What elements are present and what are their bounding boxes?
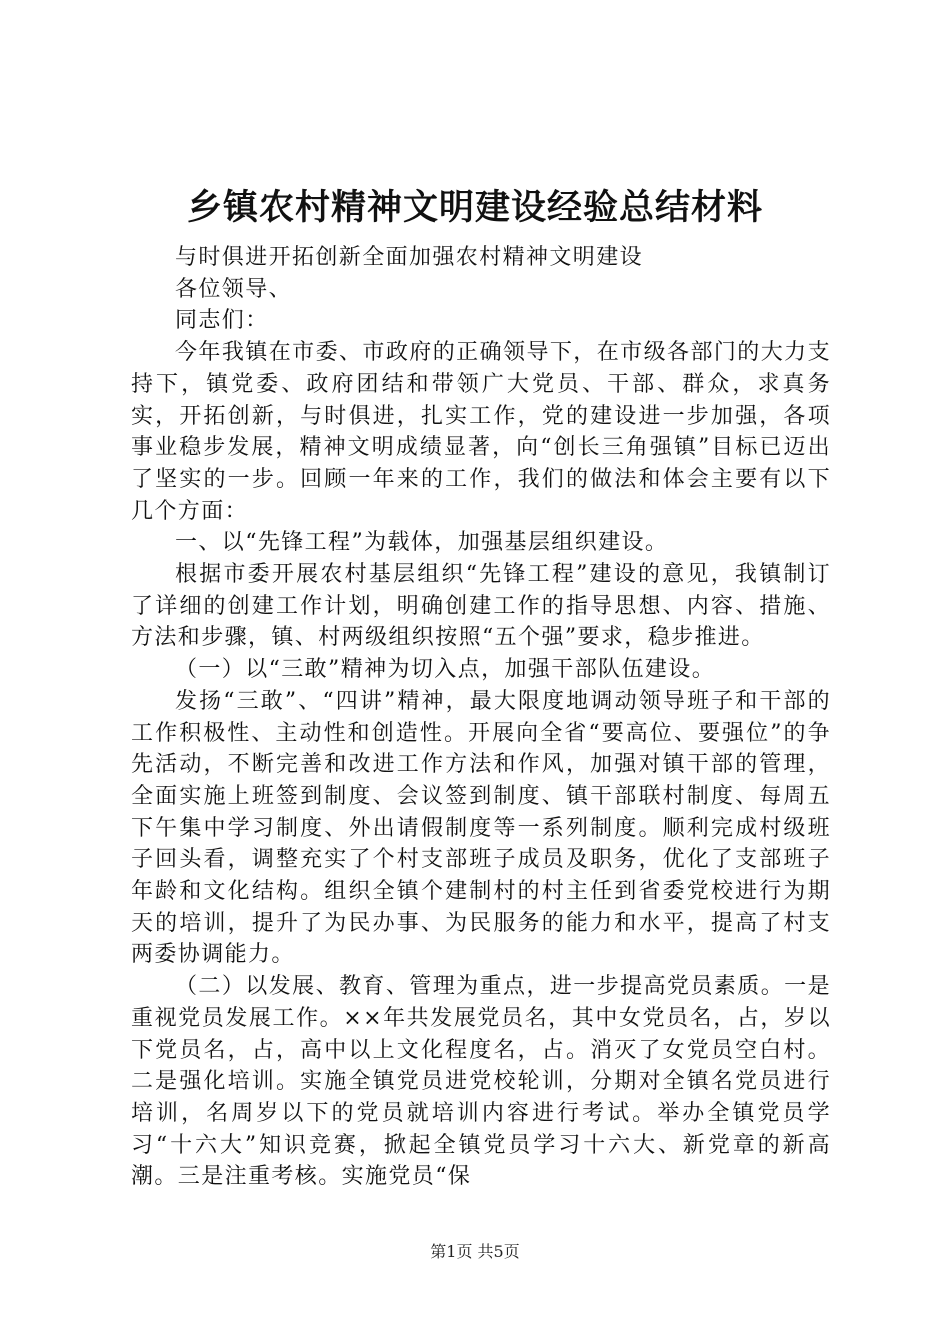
body-paragraph: 发扬“三敢”、“四讲”精神，最大限度地调动领导班子和干部的工作积极性、主动性和创造性。开展向全省“要高位、要强位”的争先活动，不断完善和改进工作方法和作风，加强对镇干部的管理，全面实施上班签到制度、会议签到制度、镇干部联村制度、每周五下午集中学习制度、外出请假制度等一系列制度。顺利完成村级班子回头看，调整充实了个村支部班子成员及职务，优化了支部班子年龄和文化结构。组织全镇个建制村的村主任到省委党校进行为期天的培训，提升了为民办事、为民服务的能力和水平，提高了村支两委协调能力。: [131, 688, 831, 968]
document-body: [131, 242, 831, 1193]
intro-paragraph: 今年我镇在市委、市政府的正确领导下，在市级各部门的大力支持下，镇党委、政府团结和带领广大党员、干部、群众，求真务实，开拓创新，与时俱进，扎实工作，党的建设进一步加强，各项事业稳步发展，精神文明成绩显著，向“创长三角强镇”目标已迈出了坚实的一步。回顾一年来的工作，我们的做法和体会主要有以下几个方面：: [131, 340, 831, 524]
body-paragraph: （二）以发展、教育、管理为重点，进一步提高党员素质。一是重视党员发展工作。××年共发展党员名，其中女党员名，占，岁以下党员名，占，高中以上文化程度名，占。消灭了女党员空白村。二是强化培训。实施全镇党员进党校轮训，分期对全镇名党员进行培训，名周岁以下的党员就培训内容进行考试。举办全镇党员学习“十六大”知识竞赛，掀起全镇党员学习十六大、新党章的新高潮。三是注重考核。实施党员“保: [131, 974, 831, 1190]
salutation-comrades: 同志们：: [175, 308, 269, 334]
section-heading-1: 一、以“先锋工程”为载体，加强基层组织建设。: [175, 530, 669, 556]
page-number-footer: 第1页 共5页: [430, 1242, 520, 1261]
subtitle-paragraph: 与时俱进开拓创新全面加强农村精神文明建设: [175, 245, 644, 270]
salutation-leaders: 各位领导、: [175, 276, 293, 302]
body-paragraph: 根据市委开展农村基层组织“先锋工程”建设的意见，我镇制订了详细的创建工作计划，明确创建工作的指导思想、内容、措施、方法和步骤，镇、村两级组织按照“五个强”要求，稳步推进。: [131, 562, 831, 651]
document-title: 乡镇农村精神文明建设经验总结材料: [186, 187, 763, 228]
subsection-heading-1: （一）以“三敢”精神为切入点，加强干部队伍建设。: [175, 657, 716, 683]
